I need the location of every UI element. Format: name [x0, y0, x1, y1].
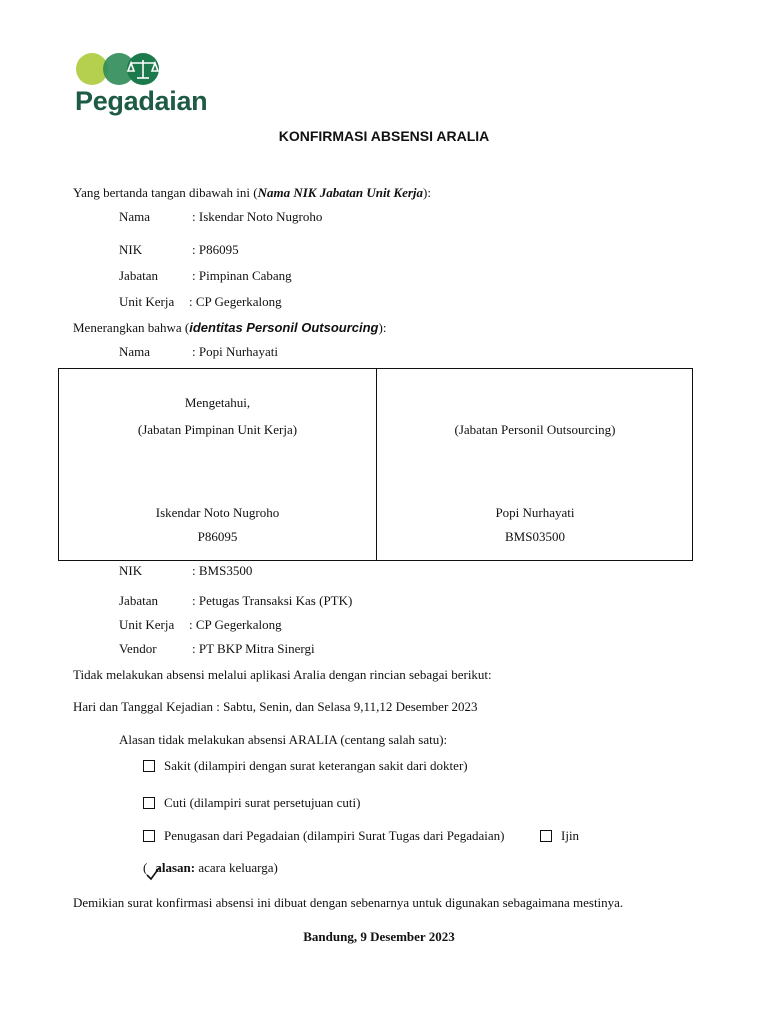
sig-right-id: BMS03500 — [505, 529, 565, 544]
intro-line — [73, 185, 431, 201]
sakit-checkbox[interactable] — [143, 760, 155, 772]
signer-nik-value: : P86095 — [192, 242, 239, 257]
personnel-nik-label: NIK — [119, 563, 143, 578]
other-open-paren: ( — [143, 860, 148, 875]
sakit-label: Sakit (dilampiri dengan surat keterangan sakit dari dokter) — [164, 758, 468, 773]
cuti-checkbox[interactable] — [143, 797, 155, 809]
ijin-label: Ijin — [561, 828, 580, 843]
sig-left-id: P86095 — [197, 529, 238, 544]
signer-jabatan-value: : Pimpinan Cabang — [192, 268, 292, 283]
sig-left-name: Iskendar Noto Nugroho — [155, 505, 280, 520]
logo-circles-icon — [75, 52, 165, 86]
personnel-jabatan-value: : Petugas Transaksi Kas (PTK) — [192, 593, 353, 608]
declares-text: Menerangkan bahwa ( — [73, 320, 190, 335]
cuti-label: Cuti (dilampiri surat persetujuan cuti) — [164, 795, 361, 810]
place-date: Bandung, 9 Desember 2023 — [303, 929, 455, 944]
statement-text: Tidak melakukan absensi melalui aplikasi Aralia dengan rincian sebagai berikut: — [73, 667, 492, 682]
personnel-vendor-label: Vendor — [119, 641, 157, 656]
signer-name-value: : Iskendar Noto Nugroho — [192, 209, 323, 224]
reason-prompt: Alasan tidak melakukan absensi ARALIA (centang salah satu): — [119, 732, 448, 747]
other-reason-value: acara keluarga) — [195, 860, 278, 875]
ijin-checkbox[interactable] — [540, 830, 552, 842]
penugasan-label: Penugasan dari Pegadaian (dilampiri Surat Tugas dari Pegadaian) — [164, 828, 505, 843]
company-logo — [75, 52, 235, 120]
personnel-unit-value: : CP Gegerkalong — [189, 617, 282, 632]
logo-wordmark: Pegadaian — [75, 86, 208, 116]
personnel-jabatan-label: Jabatan — [119, 593, 158, 608]
other-reason-line — [143, 860, 278, 876]
sig-left-role: (Jabatan Pimpinan Unit Kerja) — [137, 422, 298, 437]
intro-text: Yang bertanda tangan dibawah ini ( — [73, 185, 258, 200]
sig-right-role: (Jabatan Personil Outsourcing) — [454, 422, 616, 437]
signer-name-label: Nama — [119, 209, 151, 224]
event-date-text: Hari dan Tanggal Kejadian : Sabtu, Senin, dan Selasa 9,11,12 Desember 2023 — [73, 699, 478, 714]
penugasan-checkbox[interactable] — [143, 830, 155, 842]
personnel-name-value: : Popi Nurhayati — [192, 344, 278, 359]
declares-close: ): — [378, 320, 387, 335]
personnel-unit-label: Unit Kerja — [119, 617, 175, 632]
document-title: KONFIRMASI ABSENSI ARALIA — [278, 128, 490, 144]
personnel-name-label: Nama — [119, 344, 151, 359]
sig-left-heading: Mengetahui, — [184, 395, 251, 410]
signature-table — [58, 368, 693, 561]
intro-fields-note: Nama NIK Jabatan Unit Kerja — [257, 185, 424, 200]
personnel-vendor-value: : PT BKP Mitra Sinergi — [192, 641, 315, 656]
declares-line — [73, 320, 386, 336]
signer-nik-label: NIK — [119, 242, 143, 257]
other-reason-label: alasan: — [155, 860, 196, 875]
signer-jabatan-label: Jabatan — [119, 268, 158, 283]
signer-unit-label: Unit Kerja — [119, 294, 175, 309]
sig-right-name: Popi Nurhayati — [495, 505, 575, 520]
intro-close: ): — [423, 185, 431, 200]
personnel-nik-value: : BMS3500 — [192, 563, 253, 578]
closing-text: Demikian surat konfirmasi absensi ini dibuat dengan sebenarnya untuk digunakan sebagaimana mestinya. — [73, 895, 624, 910]
signer-unit-value: : CP Gegerkalong — [189, 294, 282, 309]
declares-note: identitas Personil Outsourcing — [189, 320, 379, 335]
